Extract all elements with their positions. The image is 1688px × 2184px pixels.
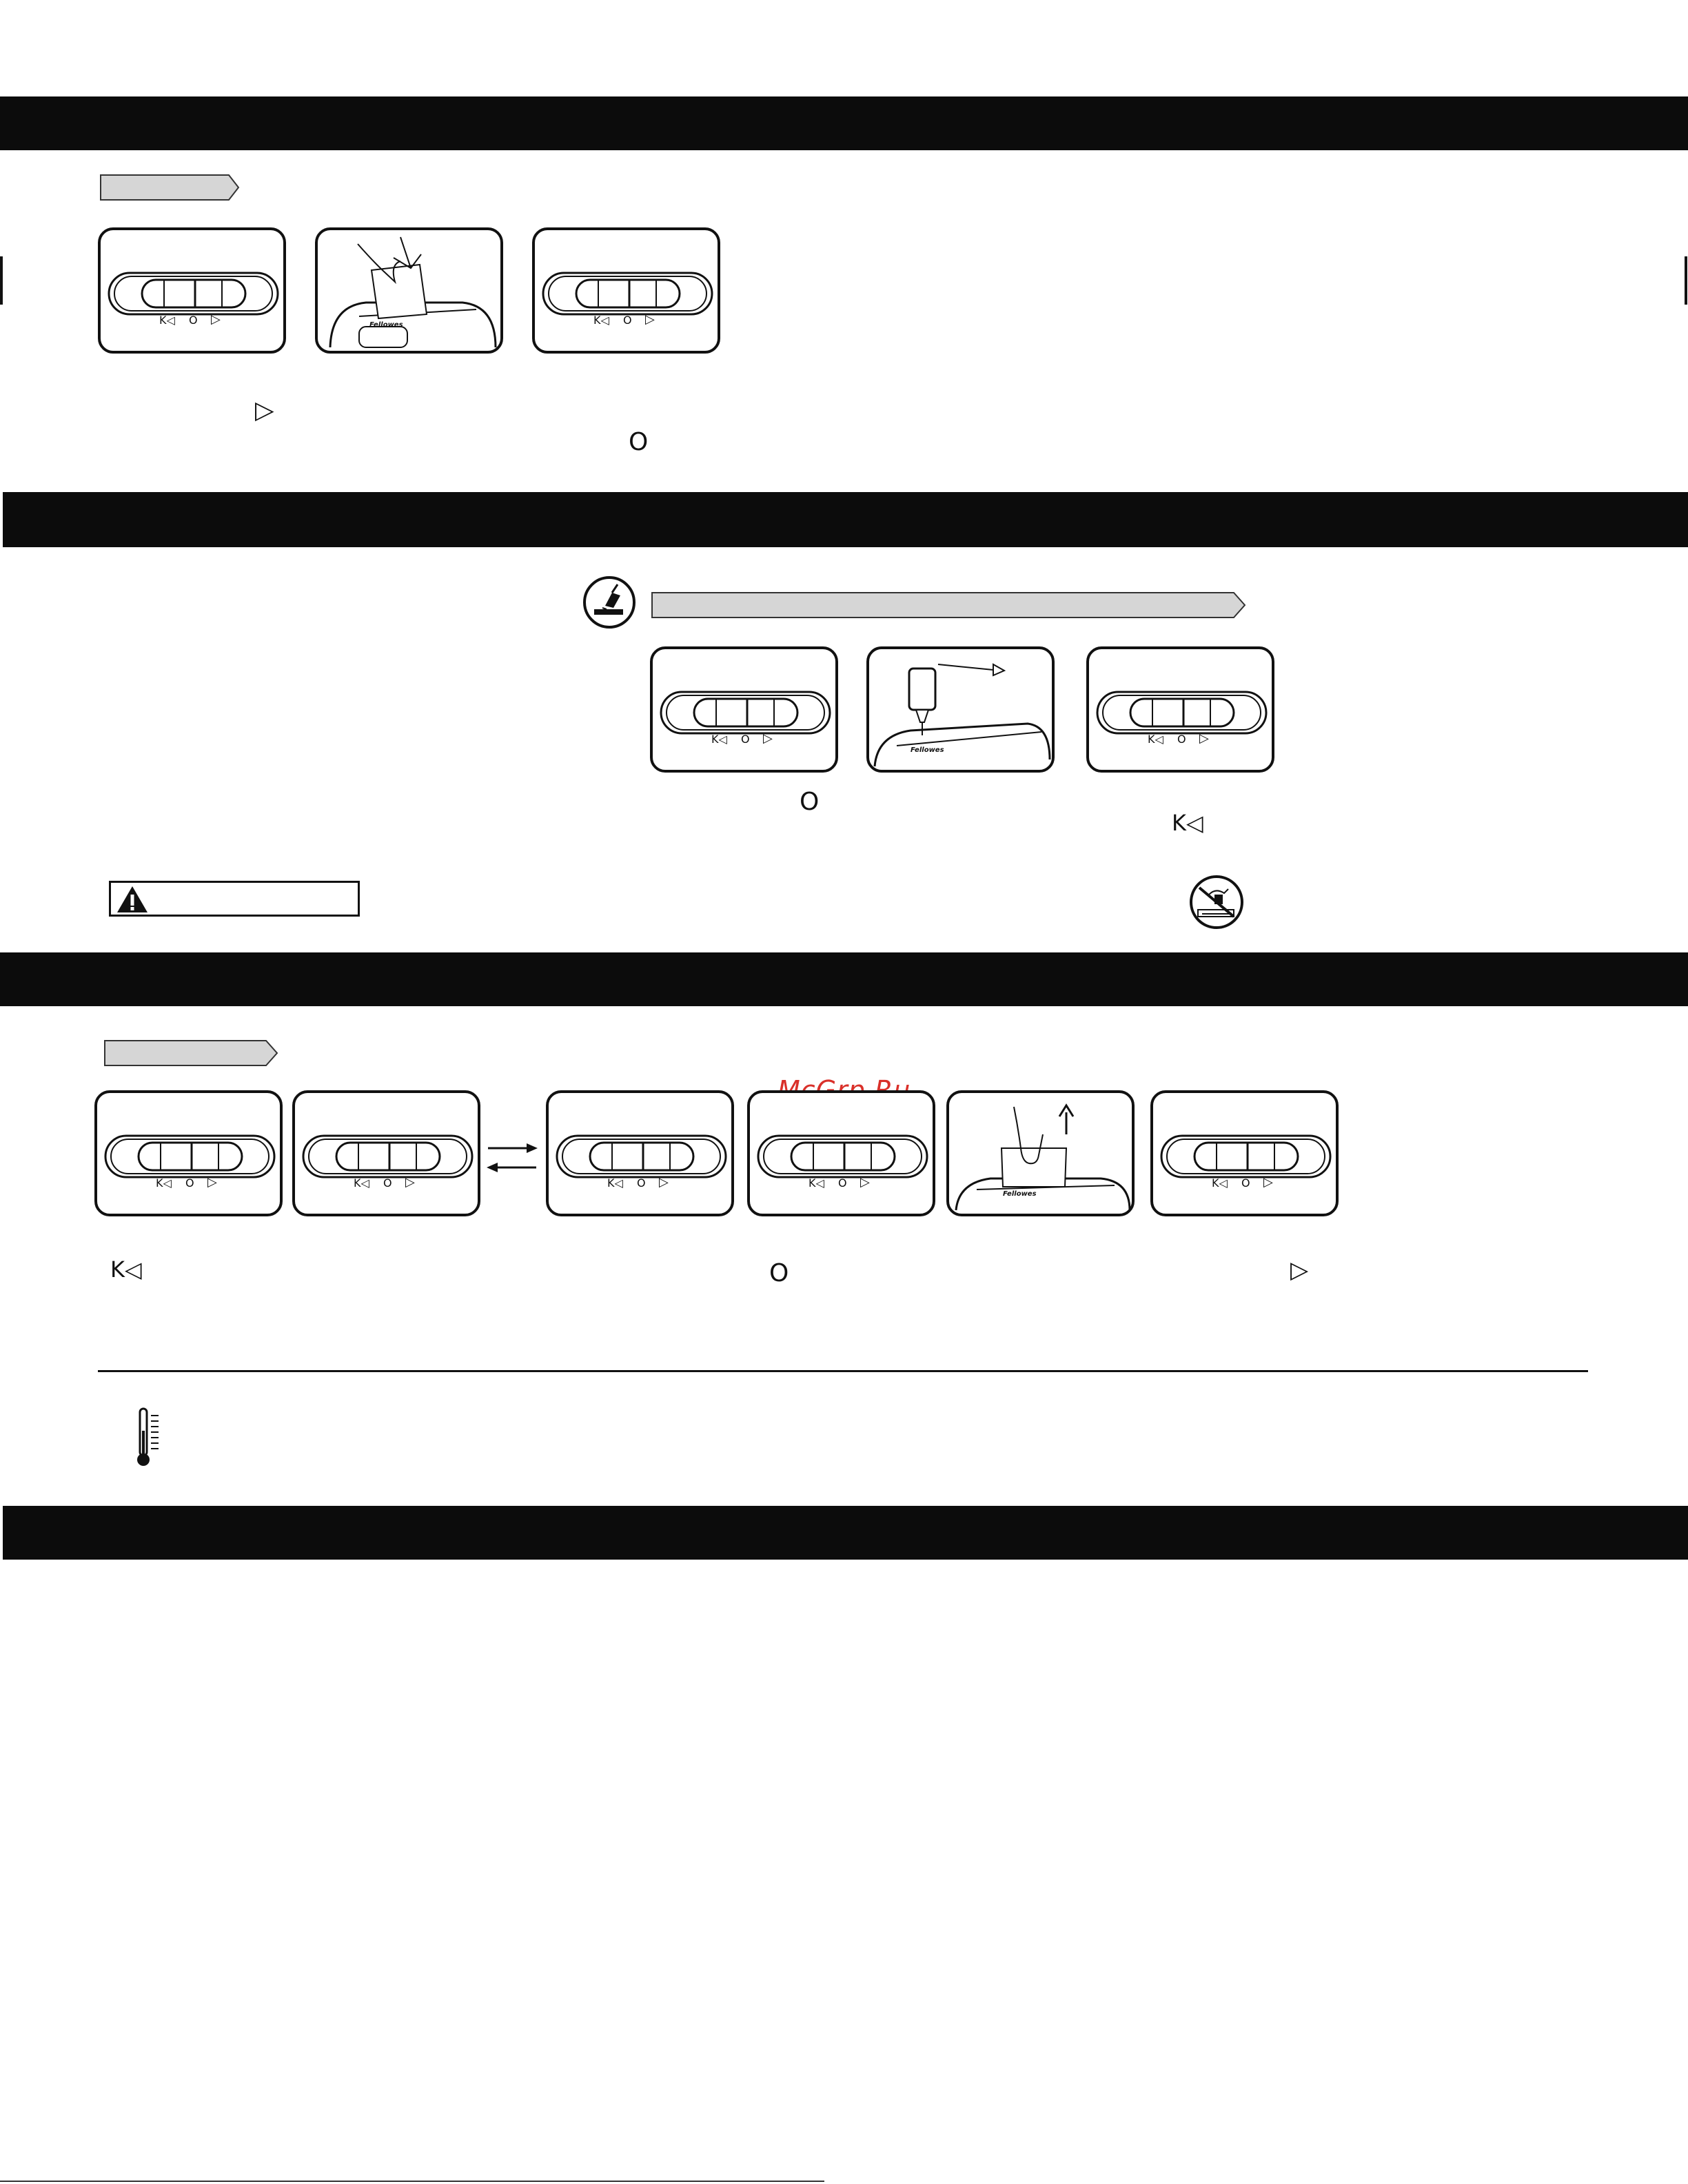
off-circle-icon: O: [629, 428, 649, 456]
brand-label: Fellowes: [911, 746, 944, 754]
off-circle-icon: O: [741, 733, 750, 746]
thermometer-icon: [132, 1406, 167, 1471]
play-forward-icon: ▷: [763, 731, 773, 746]
reverse-icon: K◁: [809, 1176, 824, 1190]
right-margin-mark: [1685, 256, 1687, 305]
reverse-icon: K◁: [593, 314, 609, 327]
off-circle-icon: O: [1241, 1176, 1250, 1190]
off-circle-icon: O: [189, 314, 198, 327]
section-3-tag: [103, 1039, 279, 1067]
section-header-bar-3: [0, 952, 1688, 1006]
play-forward-icon: ▷: [1199, 731, 1209, 746]
off-circle-icon: O: [383, 1176, 392, 1190]
paper-feed-panel: [315, 227, 503, 354]
brand-label: Fellowes: [1003, 1190, 1037, 1198]
off-circle-icon: O: [637, 1176, 646, 1190]
play-forward-icon: ▷: [645, 312, 655, 327]
reverse-icon: K◁: [1212, 1176, 1228, 1190]
reverse-icon: K◁: [159, 314, 175, 327]
reverse-icon: K◁: [607, 1176, 623, 1190]
play-forward-icon: ▷: [405, 1175, 415, 1190]
reverse-icon: K◁: [354, 1176, 369, 1190]
section-header-bar-1: [0, 96, 1688, 150]
reverse-icon: K◁: [1148, 733, 1163, 746]
play-forward-icon: ▷: [1263, 1175, 1273, 1190]
off-circle-icon: O: [800, 788, 820, 816]
play-forward-icon: ▷: [211, 312, 221, 327]
switch-panel-jam-2: [292, 1090, 480, 1216]
play-forward-icon: ▷: [860, 1175, 870, 1190]
section-header-bar-4: [3, 1506, 1688, 1560]
switch-panel-forward: [98, 227, 286, 354]
no-aerosol-icon: [1188, 874, 1245, 934]
bottom-rule: [0, 2181, 824, 2182]
switch-panel-jam-4: [747, 1090, 935, 1216]
section-1-tag: [99, 174, 241, 201]
warning-triangle-icon: [115, 884, 150, 915]
switch-panel-off: [532, 227, 720, 354]
off-circle-icon: O: [623, 314, 632, 327]
brand-label: Fellowes: [369, 321, 403, 329]
section-header-bar-2: [3, 492, 1688, 547]
off-circle-icon: O: [1177, 733, 1186, 746]
play-forward-icon: ▷: [1290, 1256, 1309, 1284]
back-forth-arrows-icon: [485, 1137, 539, 1182]
switch-panel-jam-6: [1150, 1090, 1339, 1216]
play-forward-icon: ▷: [207, 1175, 217, 1190]
reverse-icon: K◁: [156, 1176, 172, 1190]
off-circle-icon: O: [838, 1176, 847, 1190]
off-circle-icon: O: [185, 1176, 194, 1190]
switch-panel-jam-1: [94, 1090, 283, 1216]
switch-panel-oil-off: [650, 646, 838, 773]
warning-box: [109, 881, 360, 917]
play-forward-icon: ▷: [659, 1175, 669, 1190]
play-forward-icon: ▷: [255, 396, 274, 425]
remove-paper-panel: [946, 1090, 1135, 1216]
off-circle-icon: O: [769, 1259, 789, 1287]
oil-application-panel: [866, 646, 1055, 773]
switch-panel-oil-reverse: [1086, 646, 1274, 773]
section-2-tag: [651, 591, 1248, 619]
divider-line: [98, 1370, 1588, 1372]
reverse-icon: K◁: [1172, 810, 1203, 836]
switch-panel-jam-3: [546, 1090, 734, 1216]
reverse-icon: K◁: [711, 733, 727, 746]
reverse-icon: K◁: [110, 1256, 142, 1283]
left-margin-mark: [0, 256, 3, 305]
oil-bottle-icon: [582, 575, 637, 633]
